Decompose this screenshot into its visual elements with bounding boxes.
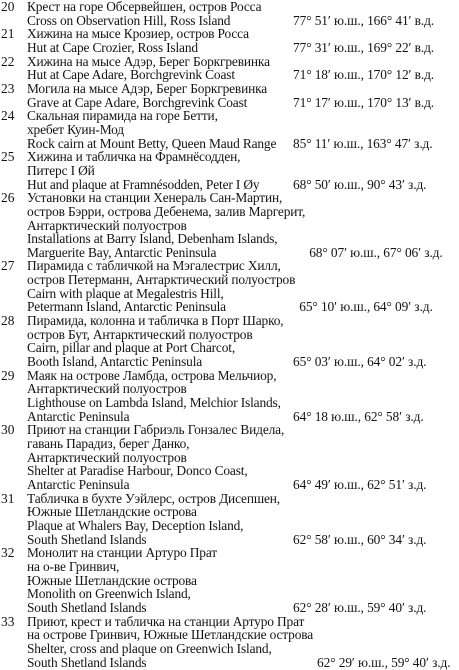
entry-line: Установки на станции Хенераль Сан-Мартин, xyxy=(27,190,283,206)
entry-line: Антарктический полуостров xyxy=(27,449,187,465)
entry-coordinates: 65° 10′ ю.ш., 64° 09′ з.д. xyxy=(299,299,433,315)
entry-line: Hut at Cape Adare, Borchgrevink Coast xyxy=(27,67,235,83)
entry-line: Скальная пирамида на горе Бетти, xyxy=(27,108,218,124)
list-item xyxy=(1,369,435,424)
entry-line: Petermann Island, Antarctic Peninsula xyxy=(27,299,226,315)
entry-line: Южные Шетландские острова xyxy=(27,572,197,588)
entry-line: Hut and plaque at Framnésodden, Peter I Øy xyxy=(27,176,260,192)
entry-number: 23 xyxy=(1,80,15,96)
entry-line: Антарктический полуостров xyxy=(27,217,187,233)
list-item xyxy=(1,82,435,109)
entry-line: на о-ве Гринвич, xyxy=(27,558,120,574)
entry-line: Installations at Barry Island, Debenham Islands, xyxy=(27,231,278,247)
entry-line: Питерс I Øй xyxy=(27,162,95,178)
entry-line: Cross on Observation Hill, Ross Island xyxy=(27,12,231,28)
list-item xyxy=(1,0,435,27)
entry-line: Хижина и табличка на Фрамнёсодден, xyxy=(27,149,241,165)
entry-number: 33 xyxy=(1,613,15,629)
list-item xyxy=(1,613,451,670)
entry-line: Пирамида, колонна и табличка в Порт Шарко, xyxy=(27,313,284,329)
entry-line: Южные Шетландские острова xyxy=(27,504,197,520)
entry-line: Cairn with plaque at Megalestris Hill, xyxy=(27,285,224,301)
entry-line: Plaque at Whalers Bay, Deception Island, xyxy=(27,517,244,533)
entry-coordinates: 71° 18′ ю.ш., 170° 12′ в.д. xyxy=(293,67,435,83)
entry-line: Cairn, pillar and plaque at Port Charcot, xyxy=(27,340,236,356)
entry-number: 30 xyxy=(1,422,15,438)
entry-description xyxy=(27,55,289,82)
entry-line: Shelter at Paradise Harbour, Donco Coast, xyxy=(27,463,248,479)
list-item xyxy=(1,259,435,314)
entry-line: гавань Парадиз, берег Данко, xyxy=(27,436,190,451)
entry-line: Антарктический полуостров xyxy=(27,381,187,397)
entry-description xyxy=(27,492,289,547)
entry-coordinates: 62° 28′ ю.ш., 59° 40′ з.д. xyxy=(293,599,427,615)
entry-line: Табличка в бухте Уэйлерс, остров Дисепшен, xyxy=(27,490,281,506)
entry-number: 25 xyxy=(1,149,15,165)
entry-description xyxy=(27,259,295,314)
entry-description xyxy=(27,191,305,259)
list-item xyxy=(1,492,435,547)
entry-line: Хижина на мысе Крозиер, остров Росса xyxy=(27,26,249,42)
entry-line: Monolith on Greenwich Island, xyxy=(27,586,191,602)
entry-number: 31 xyxy=(1,490,15,506)
entry-coordinates: 64° 49′ ю.ш., 62° 51′ з.д. xyxy=(293,476,427,492)
entry-line: Могила на мысе Адэр, Берег Боркгревинка xyxy=(27,80,268,96)
entry-coordinates: 62° 29′ ю.ш., 59° 40′ з.д. xyxy=(317,654,451,670)
entry-line: Grave at Cape Adare, Borchgrevink Coast xyxy=(27,94,248,110)
entry-coordinates: 71° 17′ ю.ш., 170° 13′ в.д. xyxy=(293,94,435,110)
entry-number: 21 xyxy=(1,26,15,42)
entry-line: остров Петерманн, Антарктический полуостров xyxy=(27,272,296,288)
entry-line: South Shetland Islands xyxy=(27,531,147,547)
entry-description xyxy=(27,150,289,191)
entry-number: 22 xyxy=(1,53,15,69)
entry-line: Приют, крест и табличка на станции Артуро Прат xyxy=(27,613,305,629)
entry-line: Монолит на станции Артуро Прат xyxy=(27,545,217,561)
list-item xyxy=(1,27,435,54)
entry-coordinates: 62° 58′ ю.ш., 60° 34′ з.д. xyxy=(293,531,427,547)
entry-line: Приют на станции Габриэль Гонзалес Видела, xyxy=(27,422,285,438)
list-item xyxy=(1,423,435,491)
entry-coordinates: 77° 51′ ю.ш., 166° 41′ в.д. xyxy=(293,12,435,28)
entry-number: 20 xyxy=(1,0,15,14)
entry-line: South Shetland Islands xyxy=(27,654,147,670)
entry-line: South Shetland Islands xyxy=(27,599,147,615)
entry-number: 26 xyxy=(1,190,15,206)
entry-description xyxy=(27,109,289,150)
entry-number: 24 xyxy=(1,108,15,124)
entry-description xyxy=(27,615,313,670)
entry-coordinates: 68° 07′ ю.ш., 67° 06′ з.д. xyxy=(309,244,443,260)
list-item xyxy=(1,190,443,260)
entry-line: Booth Island, Antarctic Peninsula xyxy=(27,354,203,370)
entry-line: Hut at Cape Crozier, Ross Island xyxy=(27,39,198,55)
entry-number: 27 xyxy=(1,258,15,274)
entry-description xyxy=(27,546,289,614)
list-item xyxy=(1,150,435,191)
entry-description xyxy=(27,27,289,54)
entry-description xyxy=(27,369,289,424)
entry-coordinates: 65° 03′ ю.ш., 64° 02′ з.д. xyxy=(293,354,427,370)
entry-number: 28 xyxy=(1,313,15,329)
entry-number: 29 xyxy=(1,367,15,383)
entry-description xyxy=(27,423,289,491)
entry-description xyxy=(27,314,289,369)
entry-line: Маяк на острове Ламбда, острова Мельчиор, xyxy=(27,367,277,383)
entry-coordinates: 85° 11′ ю.ш., 163° 47′ з.д. xyxy=(293,135,433,151)
list-item xyxy=(1,109,435,150)
entry-description xyxy=(27,82,289,109)
entry-coordinates: 77° 31′ ю.ш., 169° 22′ в.д. xyxy=(293,39,435,55)
entry-line: хребет Куин-Мод xyxy=(27,121,124,137)
entry-line: остров Бэрри, острова Дебенема, залив Маргерит, xyxy=(27,203,306,219)
entry-line: на острове Гринвич, Южные Шетландские острова xyxy=(27,627,314,643)
list-item xyxy=(1,314,435,369)
entry-line: Lighthouse on Lambda Island, Melchior Islands, xyxy=(27,395,281,411)
entry-line: Крест на горе Обсервейшен, остров Росса xyxy=(27,0,262,14)
list-item xyxy=(1,55,435,82)
entry-description xyxy=(27,0,289,27)
entry-coordinates: 68° 50′ ю.ш., 90° 43′ з.д. xyxy=(293,176,427,192)
entry-line: Shelter, cross and plaque on Greenwich Island, xyxy=(27,640,272,656)
entry-line: остров Бут, Антарктический полуостров xyxy=(27,326,253,342)
entry-coordinates: 64° 18 ю.ш., 62° 58′ з.д. xyxy=(293,408,424,424)
entry-line: Antarctic Peninsula xyxy=(27,408,130,424)
entry-line: Rock cairn at Mount Betty, Queen Maud Range xyxy=(27,135,277,151)
entry-number: 32 xyxy=(1,545,15,561)
entry-line: Пирамида с табличкой на Мэгалестрис Хилл, xyxy=(27,258,281,274)
entry-line: Antarctic Peninsula xyxy=(27,476,130,492)
entry-line: Хижина на мысе Адэр, Берег Боркгревинка xyxy=(27,53,270,69)
list-item xyxy=(1,546,435,614)
entry-line: Marguerite Bay, Antarctic Peninsula xyxy=(27,244,217,260)
